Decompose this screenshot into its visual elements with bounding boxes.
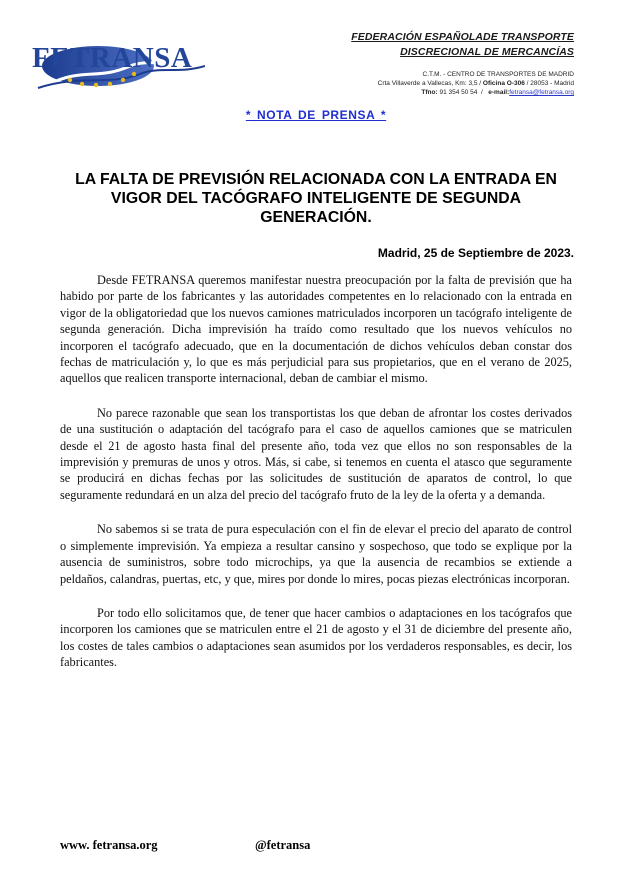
email-link[interactable]: fetransa@fetransa.org [509, 89, 574, 96]
address-office-label: Oficina [482, 80, 505, 87]
address-center: C.T.M. - CENTRO DE TRANSPORTES DE MADRID [422, 71, 574, 78]
organization-name [274, 30, 574, 60]
article-body [60, 272, 572, 689]
phone-label: Tfno: [421, 89, 438, 96]
paragraph-3: No sabemos si se trata de pura especulación con el fin de elevar el precio del aparato de control o simplemente imprevisión. Ya empieza a resultar cansino y sospechoso, que todo se explique por la ausencia de suministros, sobre todo microchips, ya que la ausencia de recambios se extiende a peldaños, calandras, puertas, etc, y que, mires por donde lo mires, pocas piezas electrónicas incorporan. [60, 522, 572, 586]
address-block [274, 70, 574, 97]
phone-number: 91 354 50 54 [439, 89, 478, 96]
organization-name-line1: FEDERACIÓN ESPAÑOLADE TRANSPORTE [351, 31, 574, 43]
headline: LA FALTA DE PREVISIÓN RELACIONADA CON LA ENTRADA EN VIGOR DEL TACÓGRAFO INTELIGENTE DE SEGUNDA GENERACIÓN. [75, 171, 557, 226]
organization-name-line2: DISCRECIONAL DE MERCANCÍAS [400, 46, 574, 58]
paragraph-2: No parece razonable que sean los transportistas los que deban de afrontar los costes derivados de una sustitución o adaptación del tacógrafo para el caso de aquellos camiones que se matriculen desde el 21 de agosto hasta final del presente año, toda vez que ellos no son responsables de la imprevisión y premuras de unos y otros. Más, si cabe, si tenemos en cuenta el atasco que seguramente se producirá en dichas fechas por las solicitudes de sustitución de aparatos de control, lo que seguramente redundará en un alza del precio del tacógrafo fruto de la ley de la oferta y a demanda. [60, 405, 572, 502]
footer-twitter-handle[interactable]: @fetransa [255, 838, 311, 852]
dateline: Madrid, 25 de Septiembre de 2023. [377, 246, 574, 260]
paragraph-1: Desde FETRANSA queremos manifestar nuestra preocupación por la falta de previsión que ha habido por parte de los fabricantes y las autoridades competentes en lo relacionado con la entrada en vigor de la obligatoriedad que los nuevos camiones matriculados incorporen un tacógrafo inteligente de segunda generación. Dicha imprevisión ha traído como resultado que los nuevos vehículos no incorporen el tacógrafo adecuado, que en la documentación de dichos vehículos deban constar dos fechas de matriculación y, lo que es más perjudicial para sus propietarios, que en el verano de 2025, aquellos que realicen transporte internacional, deban de cambiar el mismo. [60, 273, 572, 386]
press-note-label: * NOTA DE PRENSA * [245, 108, 387, 122]
footer-website-link[interactable]: www. fetransa.org [60, 838, 158, 852]
address-office: O-306 [506, 80, 525, 87]
contact-line: Tfno: 91 354 50 54 / e-mail:fetransa@fetransa.org [421, 89, 574, 96]
address-street-line [274, 79, 574, 88]
address-street: Crta Villaverde a Vallecas, Km: 3,5 / [377, 80, 482, 87]
logo-wordmark: FETRANSA [32, 42, 193, 74]
address-city: / 28053 - Madrid [526, 80, 574, 87]
paragraph-4: Por todo ello solicitamos que, de tener que hacer cambios o adaptaciones en los tacógrafos que incorporen los camiones que se matriculen entre el 21 de agosto y el 31 de diciembre del presente año, los costes de tales cambios o adaptaciones sean asumidos por los verdaderos responsables, es decir, los fabricantes. [60, 605, 572, 670]
email-label: e-mail: [488, 89, 510, 96]
